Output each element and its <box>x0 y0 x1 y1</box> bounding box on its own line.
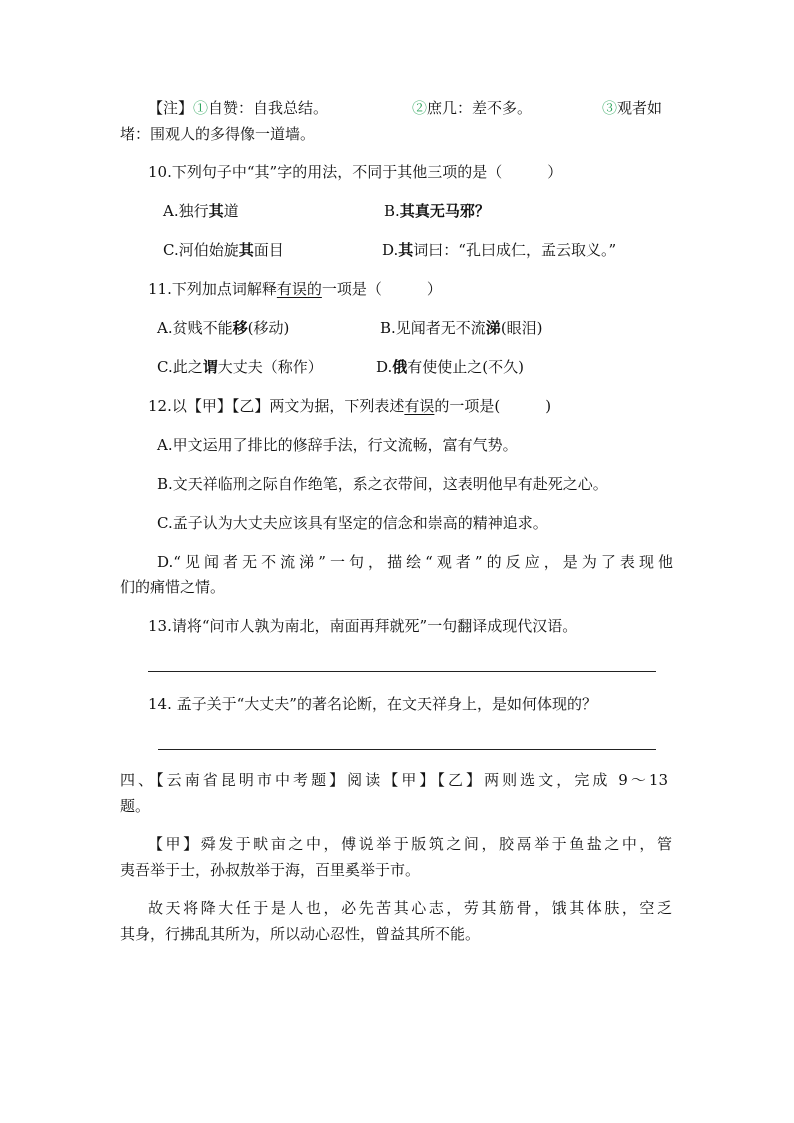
note-marker-2: ② <box>412 99 428 117</box>
q10-b-bold: 其 <box>399 202 415 220</box>
passage-jia-line-2: 夷吾举于士，孙叔敖举于海，百里奚举于市。 <box>120 861 421 879</box>
q13-stem: 13.请将“问市人孰为南北，南面再拜就死”一句翻译成现代汉语。 <box>148 617 578 635</box>
q10-option-d <box>382 240 616 260</box>
q12-option-d-line-1: D.“见闻者无不流涕”一句，描绘“观者”的反应，是为了表现他 <box>157 553 673 571</box>
q11-option-c <box>157 357 323 377</box>
q11-a-bold: 移 <box>232 319 248 337</box>
q11-c-pre: C.此之 <box>157 358 203 376</box>
q11-b-pre: B.见闻者无不流 <box>380 319 486 337</box>
q12-stem-underlined: 有误 <box>404 397 435 415</box>
q10-d-post: 词曰：“孔曰成仁，孟云取义。” <box>413 241 617 259</box>
q14-stem: 14. 孟子关于“大丈夫”的著名论断，在文天祥身上，是如何体现的？ <box>148 695 597 713</box>
section-4-heading-line-2: 题。 <box>120 797 151 815</box>
q11-d-pre: D. <box>376 358 393 376</box>
q11-stem-post: 一项是（ ） <box>321 280 442 298</box>
passage-jia-line-1: 【甲】舜发于畎亩之中，傅说举于版筑之间，胶鬲举于鱼盐之中，管 <box>148 835 672 853</box>
q12-stem-pre: 12.以【甲】【乙】两文为据，下列表述 <box>148 397 405 415</box>
q10-b-post: 真无马邪？ <box>414 202 490 220</box>
note-label: 【注】 <box>148 99 194 117</box>
q10-b-pre: B. <box>384 202 400 220</box>
q11-a-pre: A.贫贱不能 <box>157 319 233 337</box>
q11-option-d <box>376 357 524 377</box>
note-text-1: 自赞：自我总结。 <box>208 99 329 117</box>
q11-c-post: 大丈夫（称作） <box>217 358 323 376</box>
q10-d-pre: D. <box>382 241 399 259</box>
q10-stem: 10.下列句子中“其”字的用法，不同于其他三项的是（ ） <box>148 163 563 181</box>
q10-c-post: 面目 <box>253 241 284 259</box>
section-4-heading-line-1: 四、【云南省昆明市中考题】阅读【甲】【乙】两则选文，完成 9～13 <box>120 771 668 789</box>
passage-jia-line-4: 其身，行拂乱其所为，所以动心忍性，曾益其所不能。 <box>120 925 481 943</box>
note-line-1 <box>148 98 328 118</box>
q12-stem <box>148 396 551 416</box>
q12-option-b: B.文天祥临刑之际自作绝笔，系之衣带间，这表明他早有赴死之心。 <box>157 475 608 493</box>
q14-answer-line[interactable] <box>158 749 656 750</box>
note-line-1b <box>412 98 532 118</box>
q10-c-bold: 其 <box>238 241 254 259</box>
q11-stem-underlined: 有误的 <box>276 280 322 298</box>
q10-a-bold: 其 <box>208 202 224 220</box>
q11-option-b <box>380 318 543 338</box>
passage-jia-line-3: 故天将降大任于是人也，必先苦其心志，劳其筋骨，饿其体肤，空乏 <box>148 899 672 917</box>
q13-answer-line[interactable] <box>148 671 656 672</box>
q10-option-c <box>163 240 284 260</box>
q11-stem <box>148 279 442 299</box>
q11-d-bold: 俄 <box>392 358 408 376</box>
q12-option-d-line-2: 们的痛惜之情。 <box>120 578 226 596</box>
q10-a-pre: A.独行 <box>163 202 209 220</box>
q10-c-pre: C.河伯始旋 <box>163 241 239 259</box>
note-line-1c <box>602 98 662 118</box>
q11-b-post: (眼泪) <box>500 319 543 337</box>
q11-d-post: 有使使止之(不久) <box>407 358 524 376</box>
q12-stem-post: 的一项是( ) <box>434 397 552 415</box>
q10-option-a <box>163 201 239 221</box>
q11-c-bold: 谓 <box>202 358 218 376</box>
q10-option-b <box>384 201 490 221</box>
q11-b-bold: 涕 <box>485 319 501 337</box>
note-marker-3: ③ <box>602 99 618 117</box>
q10-a-post: 道 <box>223 202 239 220</box>
note-text-2: 庶几：差不多。 <box>427 99 533 117</box>
q11-stem-pre: 11.下列加点词解释 <box>148 280 277 298</box>
q11-a-post: (移动) <box>247 319 290 337</box>
q12-option-c: C.孟子认为大丈夫应该具有坚定的信念和崇高的精神追求。 <box>157 514 548 532</box>
note-line-2: 堵：围观人的多得像一道墙。 <box>120 125 316 143</box>
note-text-3a: 观者如 <box>617 99 663 117</box>
note-marker-1: ① <box>193 99 209 117</box>
q11-option-a <box>157 318 289 338</box>
q10-d-bold: 其 <box>398 241 414 259</box>
q12-option-a: A.甲文运用了排比的修辞手法，行文流畅，富有气势。 <box>157 436 518 454</box>
